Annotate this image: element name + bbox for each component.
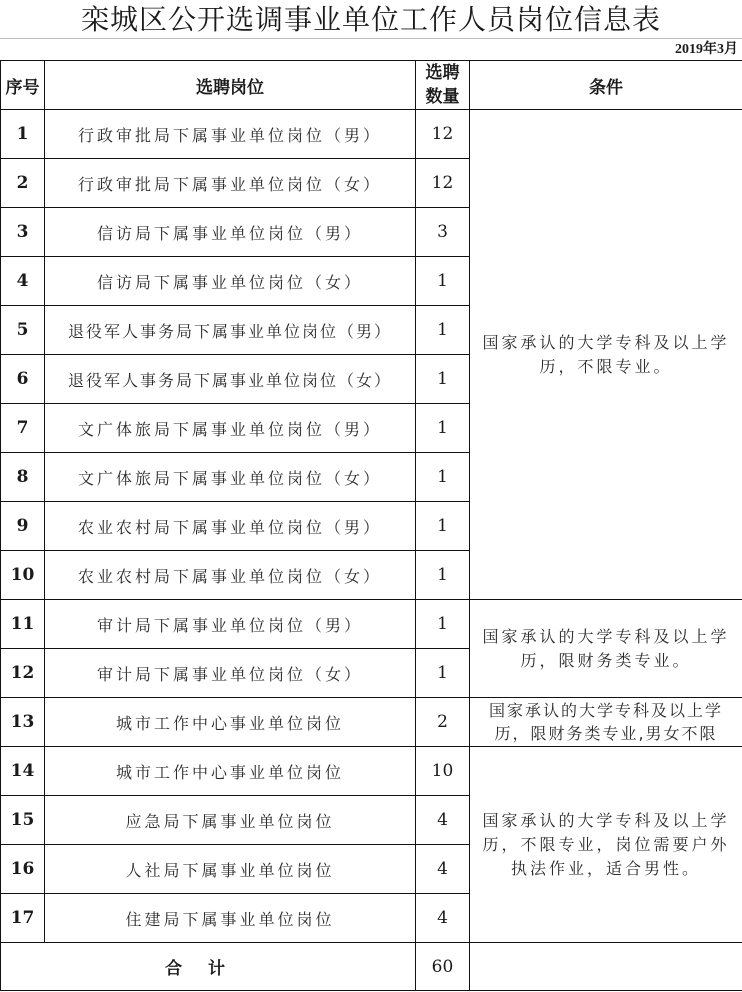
row-quantity: 12 <box>416 159 470 208</box>
table-row <box>1 600 742 649</box>
header-position: 选聘岗位 <box>45 61 416 110</box>
row-quantity: 1 <box>416 355 470 404</box>
row-quantity: 4 <box>416 796 470 845</box>
row-position: 退役军人事务局下属事业单位岗位（男） <box>45 306 416 355</box>
row-position: 退役军人事务局下属事业单位岗位（女） <box>45 355 416 404</box>
row-quantity: 4 <box>416 845 470 894</box>
row-position: 应急局下属事业单位岗位 <box>45 796 416 845</box>
row-no: 8 <box>1 453 45 502</box>
row-no: 3 <box>1 208 45 257</box>
row-quantity: 10 <box>416 747 470 796</box>
row-position: 文广体旅局下属事业单位岗位（女） <box>45 453 416 502</box>
row-no: 17 <box>1 894 45 943</box>
row-position: 信访局下属事业单位岗位（女） <box>45 257 416 306</box>
row-quantity: 3 <box>416 208 470 257</box>
condition-cell: 国家承认的大学专科及以上学历，不限专业，岗位需要户外执法作业，适合男性。 <box>470 747 742 943</box>
header-quantity: 选聘 数量 <box>416 61 470 110</box>
date-label: 2019年3月 <box>675 42 738 57</box>
row-no: 14 <box>1 747 45 796</box>
row-position: 城市工作中心事业单位岗位 <box>45 698 416 747</box>
row-no: 7 <box>1 404 45 453</box>
positions-table <box>0 60 742 991</box>
total-row <box>1 943 742 991</box>
row-no: 16 <box>1 845 45 894</box>
row-quantity: 2 <box>416 698 470 747</box>
row-quantity: 12 <box>416 110 470 159</box>
row-position: 人社局下属事业单位岗位 <box>45 845 416 894</box>
row-no: 4 <box>1 257 45 306</box>
condition-cell: 国家承认的大学专科及以上学历，限财务类专业,男女不限 <box>470 698 742 747</box>
row-quantity: 4 <box>416 894 470 943</box>
row-position: 农业农村局下属事业单位岗位（女） <box>45 551 416 600</box>
row-no: 9 <box>1 502 45 551</box>
row-position: 行政审批局下属事业单位岗位（男） <box>45 110 416 159</box>
header-conditions: 条件 <box>470 61 742 110</box>
row-position: 行政审批局下属事业单位岗位（女） <box>45 159 416 208</box>
row-no: 15 <box>1 796 45 845</box>
row-position: 审计局下属事业单位岗位（女） <box>45 649 416 698</box>
row-no: 6 <box>1 355 45 404</box>
row-position: 住建局下属事业单位岗位 <box>45 894 416 943</box>
row-quantity: 1 <box>416 600 470 649</box>
row-position: 信访局下属事业单位岗位（男） <box>45 208 416 257</box>
row-quantity: 1 <box>416 404 470 453</box>
header-row <box>1 61 742 110</box>
row-no: 2 <box>1 159 45 208</box>
row-quantity: 1 <box>416 502 470 551</box>
row-quantity: 1 <box>416 257 470 306</box>
total-conditions-empty <box>470 943 742 991</box>
row-quantity: 1 <box>416 649 470 698</box>
row-position: 农业农村局下属事业单位岗位（男） <box>45 502 416 551</box>
page-title: 栾城区公开选调事业单位工作人员岗位信息表 <box>0 0 742 39</box>
row-position: 文广体旅局下属事业单位岗位（男） <box>45 404 416 453</box>
header-no: 序号 <box>1 61 45 110</box>
row-quantity: 1 <box>416 453 470 502</box>
condition-cell: 国家承认的大学专科及以上学历，不限专业。 <box>470 110 742 600</box>
table-row <box>1 698 742 747</box>
table-row <box>1 110 742 159</box>
total-label: 合计 <box>1 943 416 991</box>
row-no: 10 <box>1 551 45 600</box>
row-no: 13 <box>1 698 45 747</box>
row-position: 审计局下属事业单位岗位（男） <box>45 600 416 649</box>
row-quantity: 1 <box>416 306 470 355</box>
table-row <box>1 747 742 796</box>
row-quantity: 1 <box>416 551 470 600</box>
condition-cell: 国家承认的大学专科及以上学历，限财务类专业。 <box>470 600 742 698</box>
row-no: 5 <box>1 306 45 355</box>
total-quantity: 60 <box>416 943 470 991</box>
row-position: 城市工作中心事业单位岗位 <box>45 747 416 796</box>
row-no: 11 <box>1 600 45 649</box>
row-no: 12 <box>1 649 45 698</box>
row-no: 1 <box>1 110 45 159</box>
